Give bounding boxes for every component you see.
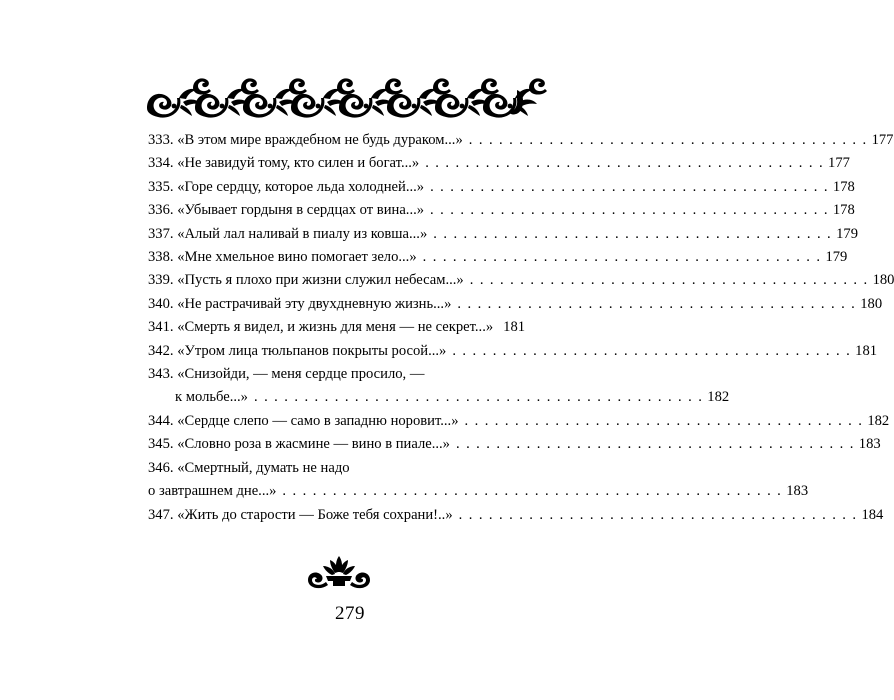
palmette-ornament [306, 552, 372, 590]
entry-page: 178 [832, 202, 855, 219]
dot-leader: . . . . . . . . . . . . . . . . . . . . . . . . . . . . . . . . . . . . . . . . [457, 295, 857, 312]
toc-entry [148, 504, 884, 527]
entry-number: 339. [148, 272, 174, 289]
toc-entry [148, 410, 890, 433]
dot-leader: . . . . . . . . . . . . . . . . . . . . . . . . . . . . . . . . . . . . . . . . [430, 202, 829, 219]
entry-page: 177 [828, 155, 850, 172]
entry-title: «Снизойди, — меня сердце просило, — [177, 366, 425, 383]
entry-title-continuation: к мольбе...» [175, 389, 248, 406]
dot-leader: . . . . . . . . . . . . . . . . . . . . . . . . . . . . . . . . . . . . . . . . [468, 132, 868, 148]
entry-page: 181 [855, 342, 878, 359]
swirl-border-ornament [145, 72, 525, 118]
entry-number: 342. [148, 342, 174, 359]
entry-page: 184 [861, 506, 884, 523]
toc-entry [148, 340, 878, 363]
entry-page: 177 [871, 132, 894, 148]
entry-number: 333. [148, 132, 174, 148]
entry-number: 334. [148, 155, 174, 172]
entry-page: 180 [860, 295, 883, 312]
entry-number: 336. [148, 202, 174, 219]
dot-leader: . . . . . . . . . . . . . . . . . . . . . . . . . . . . . . . . . . . . . . . . [425, 155, 825, 172]
entry-title: «Не растрачивай эту двухдневную жизнь...» [177, 295, 452, 312]
entry-title: «Словно роза в жасмине — вино в пиале...» [177, 436, 450, 453]
entry-title: «Жить до старости — Боже тебя сохрани!..» [177, 506, 453, 523]
entry-page: 180 [872, 272, 894, 289]
toc-entry [148, 293, 883, 316]
dot-leader: . . . . . . . . . . . . . . . . . . . . . . . . . . . . . . . . . . . . . . . . . . . . . . . . . . [282, 483, 783, 500]
entry-number: 335. [148, 178, 174, 195]
entry-number: 338. [148, 249, 174, 266]
toc-entry [148, 363, 730, 410]
entry-number: 345. [148, 436, 174, 453]
toc-entry [148, 316, 526, 339]
toc-entry [148, 176, 855, 199]
entry-number: 344. [148, 412, 174, 429]
entry-title: «Утром лица тюльпанов покрыты росой...» [177, 342, 447, 359]
entry-title: «Смертный, думать не надо [177, 459, 350, 476]
entry-title: «Пусть я плохо при жизни служил небесам...» [177, 272, 464, 289]
toc-entry [148, 223, 858, 246]
dot-leader: . . . . . . . . . . . . . . . . . . . . . . . . . . . . . . . . . . . . . . . . [458, 506, 858, 523]
entry-title: «В этом мире враждебном не будь дураком...» [177, 132, 463, 148]
dot-leader: . . . . . . . . . . . . . . . . . . . . . . . . . . . . . . . . . . . . . . . . [464, 412, 864, 429]
toc-entry [148, 457, 809, 504]
dot-leader: . . . . . . . . . . . . . . . . . . . . . . . . . . . . . . . . . . . . . . . . . . . . . [253, 389, 704, 406]
entry-number: 343. [148, 366, 174, 383]
entry-title: «Алый лал наливай в пиалу из ковша...» [177, 225, 428, 242]
dot-leader: . . . . . . . . . . . . . . . . . . . . . . . . . . . . . . . . . . . . . . . . [469, 272, 869, 289]
dot-leader: . . . . . . . . . . . . . . . . . . . . . . . . . . . . . . . . . . . . . . . . [455, 436, 855, 453]
toc-entry [148, 246, 848, 269]
entry-page: 179 [825, 249, 848, 266]
entry-title: «Убывает гордыня в сердцах от вина...» [177, 202, 425, 219]
entry-title: «Не завидуй тому, кто силен и богат...» [177, 155, 420, 172]
entry-page: 183 [858, 436, 881, 453]
toc-entry [148, 433, 881, 456]
entry-page: 181 [503, 319, 526, 336]
entry-number: 341. [148, 319, 174, 336]
entry-page: 183 [786, 483, 809, 500]
page-number: 279 [335, 603, 365, 624]
dot-leader: . . . . . . . . . . . . . . . . . . . . . . . . . . . . . . . . . . . . . . . . [433, 225, 833, 242]
entry-number: 346. [148, 459, 174, 476]
entry-title: «Сердце слепо — само в западню норовит...» [177, 412, 459, 429]
table-of-contents [148, 129, 894, 527]
entry-number: 337. [148, 225, 174, 242]
toc-entry [148, 199, 855, 222]
entry-title-continuation: о завтрашнем дне...» [148, 483, 277, 500]
toc-entry [148, 269, 894, 292]
dot-leader: . . . . . . . . . . . . . . . . . . . . . . . . . . . . . . . . . . . . . . . . [430, 178, 829, 195]
toc-entry [148, 152, 850, 175]
entry-title: «Мне хмельное вино помогает зело...» [177, 249, 417, 266]
entry-number: 347. [148, 506, 174, 523]
entry-number: 340. [148, 295, 174, 312]
dot-leader: . . . . . . . . . . . . . . . . . . . . . . . . . . . . . . . . . . . . . . . . [452, 342, 852, 359]
toc-entry [148, 129, 894, 152]
entry-title: «Горе сердцу, которое льда холодней...» [177, 178, 425, 195]
entry-title: «Смерть я видел, и жизнь для меня — не секрет...» [177, 319, 494, 336]
entry-page: 182 [867, 412, 890, 429]
dot-leader: . . . . . . . . . . . . . . . . . . . . . . . . . . . . . . . . . . . . . . . . [422, 249, 822, 266]
entry-page: 182 [707, 389, 730, 406]
entry-page: 179 [836, 225, 858, 242]
entry-page: 178 [832, 178, 855, 195]
